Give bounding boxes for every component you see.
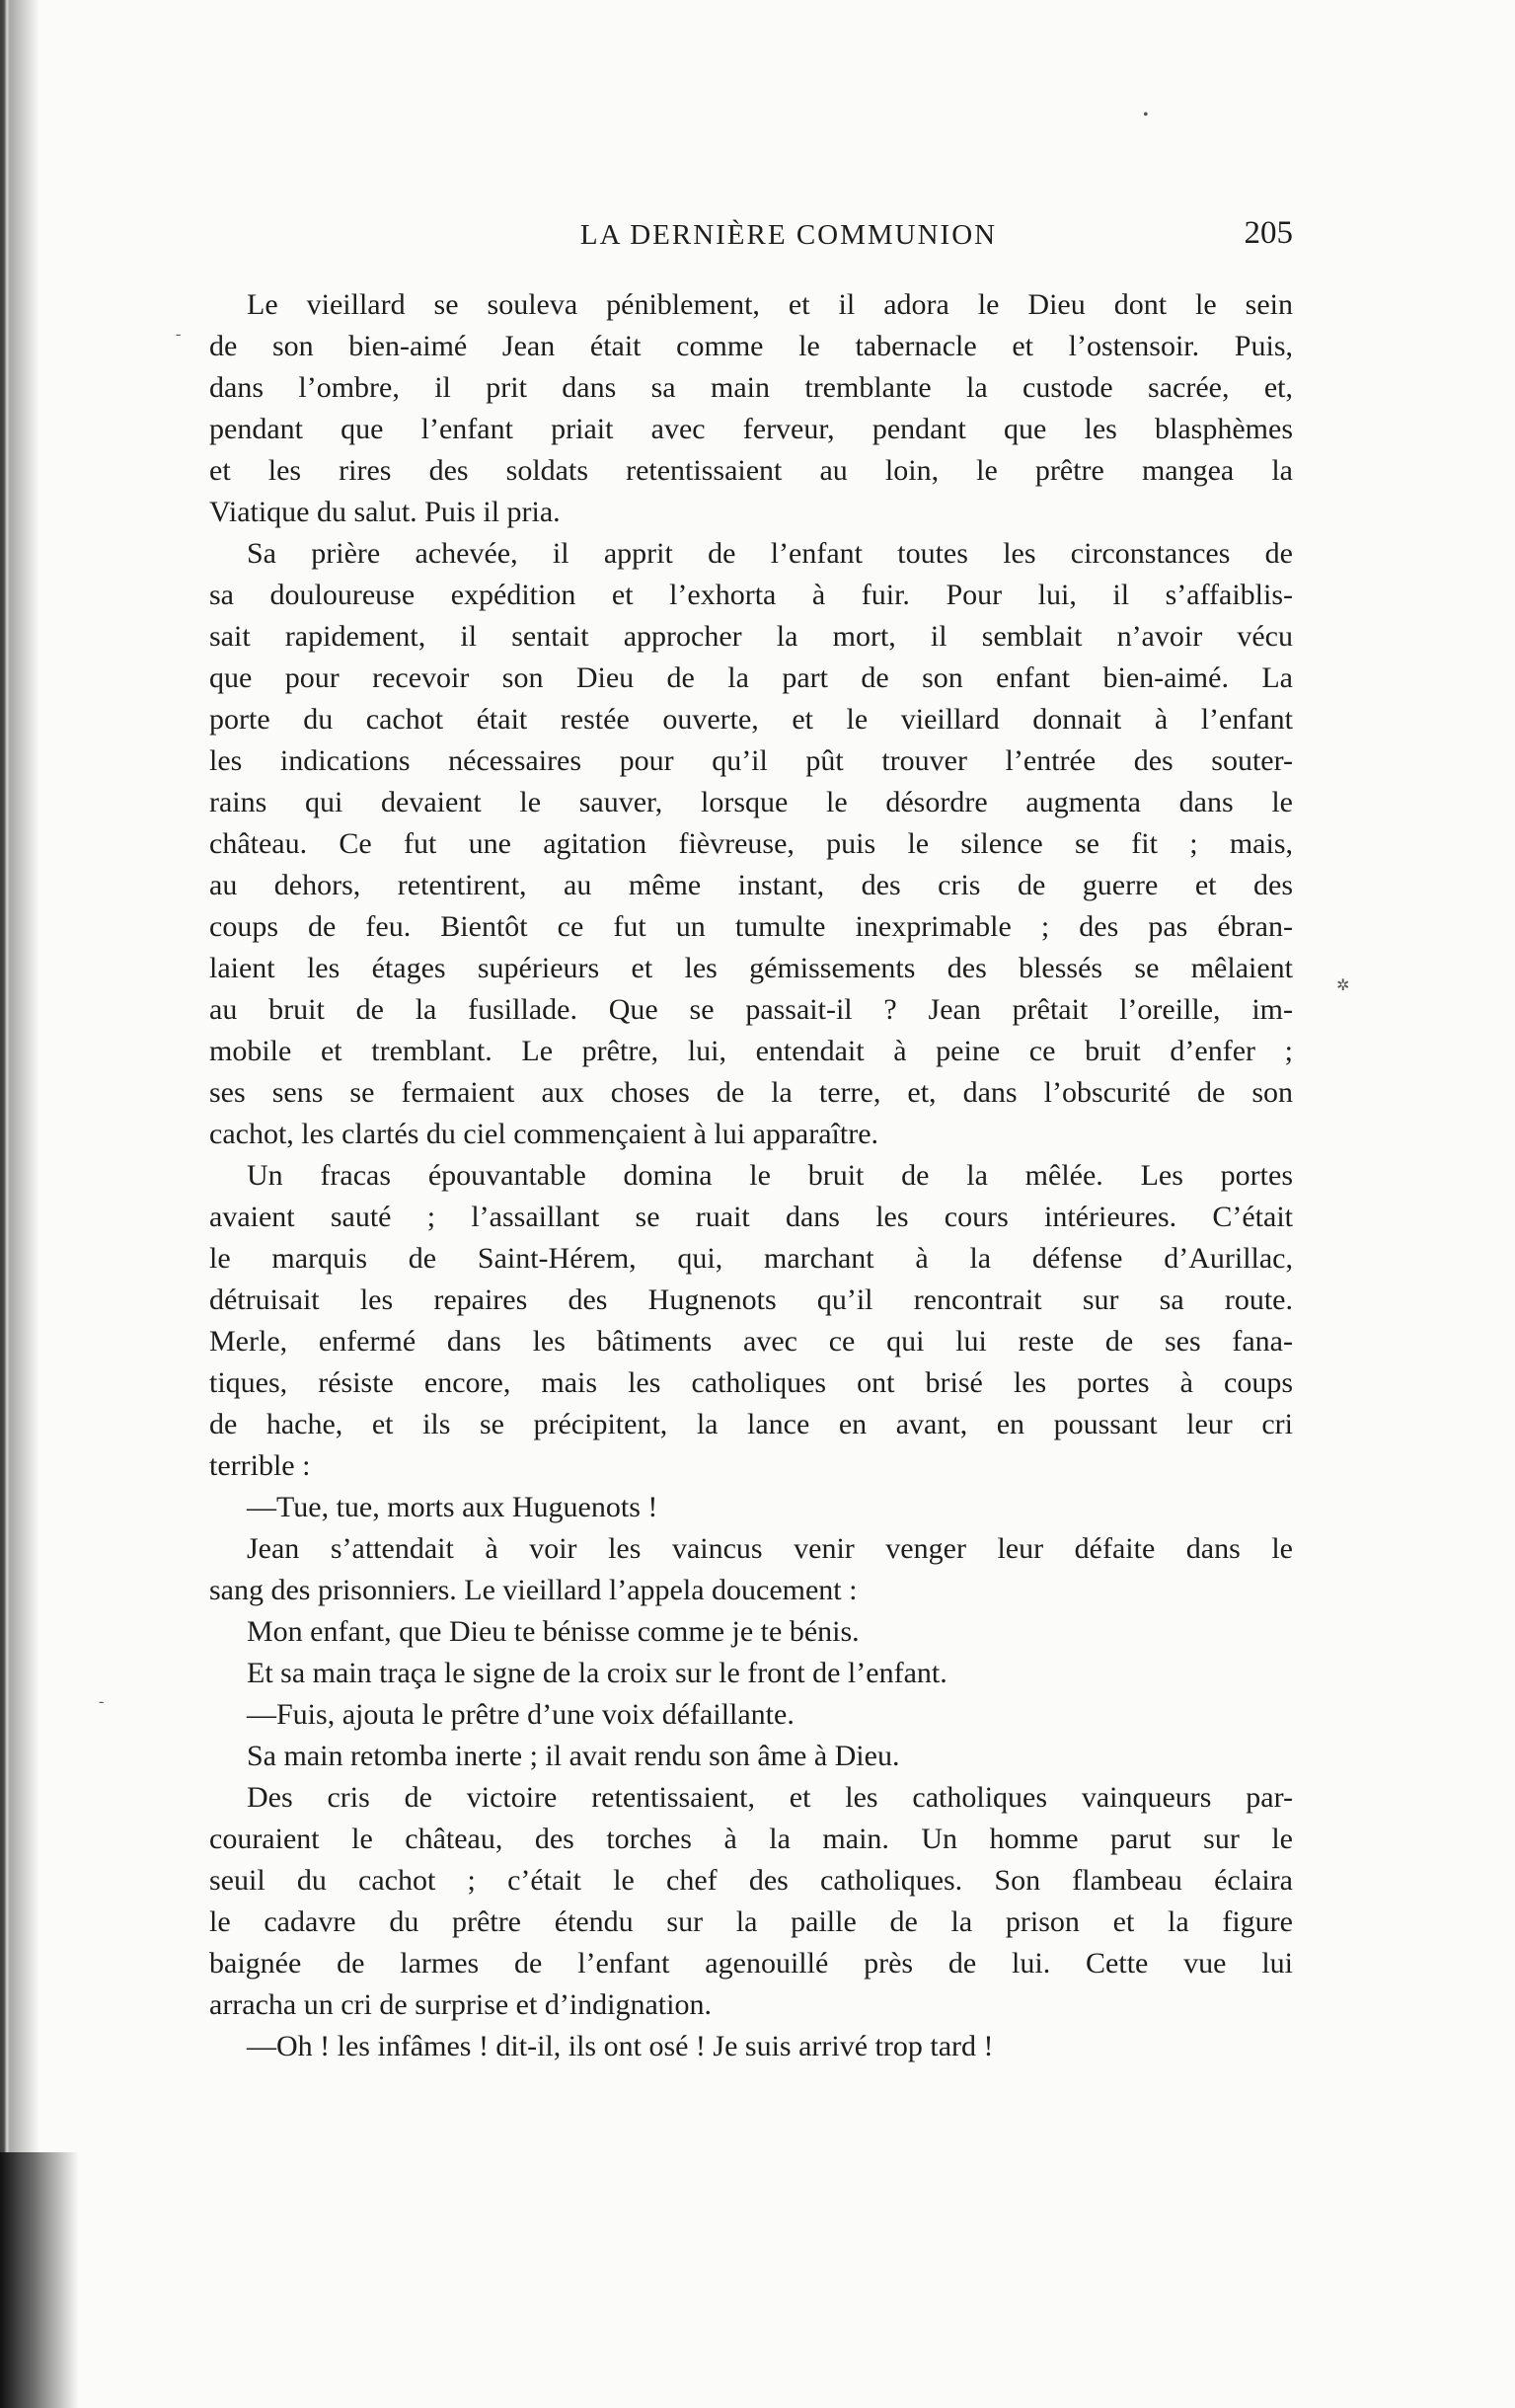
text-line: coups de feu. Bientôt ce fut un tumulte inexprimable ; des pas ébran- bbox=[209, 910, 1293, 943]
text-line: mobile et tremblant. Le prêtre, lui, entendait à peine ce bruit d’enfer ; bbox=[209, 1035, 1293, 1067]
text-line: sa douloureuse expédition et l’exhorta à fuir. Pour lui, il s’affaiblis- bbox=[209, 579, 1293, 611]
page-header bbox=[245, 215, 1293, 269]
book-binding-edge bbox=[0, 0, 59, 2408]
text-line: porte du cachot était restée ouverte, et le vieillard donnait à l’enfant bbox=[209, 703, 1293, 736]
text-line: dans l’ombre, il prit dans sa main tremblante la custode sacrée, et, bbox=[209, 371, 1293, 404]
text-line: sang des prisonniers. Le vieillard l’appela doucement : bbox=[209, 1574, 858, 1606]
text-line: —Fuis, ajouta le prêtre d’une voix défaillante. bbox=[247, 1698, 795, 1731]
text-line: laient les étages supérieurs et les gémissements des blessés se mêlaient bbox=[209, 952, 1293, 984]
text-line: de son bien-aimé Jean était comme le tabernacle et l’ostensoir. Puis, bbox=[209, 330, 1293, 362]
text-line: —Oh ! les infâmes ! dit-il, ils ont osé ! Je suis arrivé trop tard ! bbox=[247, 2030, 994, 2062]
text-line: Viatique du salut. Puis il pria. bbox=[209, 496, 561, 528]
text-line: Merle, enfermé dans les bâtiments avec ce qui lui reste de ses fana- bbox=[209, 1325, 1293, 1358]
stray-mark: ✲ bbox=[1336, 977, 1350, 994]
text-line: Et sa main traça le signe de la croix sur le front de l’enfant. bbox=[247, 1657, 947, 1689]
text-line: le marquis de Saint-Hérem, qui, marchant à la défense d’Aurillac, bbox=[209, 1242, 1293, 1275]
text-line: —Tue, tue, morts aux Huguenots ! bbox=[247, 1491, 658, 1523]
text-line: tiques, résiste encore, mais les catholiques ont brisé les portes à coups bbox=[209, 1366, 1293, 1399]
stray-mark: - bbox=[176, 326, 182, 343]
text-line: que pour recevoir son Dieu de la part de son enfant bien-aimé. La bbox=[209, 661, 1293, 694]
text-line: le cadavre du prêtre étendu sur la paille de la prison et la figure bbox=[209, 1905, 1293, 1938]
text-line: détruisait les repaires des Hugnenots qu’il rencontrait sur sa route. bbox=[209, 1283, 1293, 1316]
text-line: Sa main retomba inerte ; il avait rendu son âme à Dieu. bbox=[247, 1740, 900, 1772]
text-line: Sa prière achevée, il apprit de l’enfant toutes les circonstances de bbox=[247, 537, 1293, 570]
text-line: château. Ce fut une agitation fièvreuse, puis le silence se fit ; mais, bbox=[209, 827, 1293, 860]
text-line: arracha un cri de surprise et d’indignation. bbox=[209, 1988, 712, 2021]
text-line: Mon enfant, que Dieu te bénisse comme je te bénis. bbox=[247, 1615, 860, 1648]
text-line: cachot, les clartés du ciel commençaient à lui apparaître. bbox=[209, 1118, 879, 1150]
text-line: rains qui devaient le sauver, lorsque le désordre augmenta dans le bbox=[209, 786, 1293, 818]
text-line: au dehors, retentirent, au même instant, des cris de guerre et des bbox=[209, 869, 1293, 901]
text-line: les indications nécessaires pour qu’il pût trouver l’entrée des souter- bbox=[209, 744, 1293, 777]
text-line: et les rires des soldats retentissaient au loin, le prêtre mangea la bbox=[209, 454, 1293, 487]
binding-shadow bbox=[0, 2152, 79, 2408]
text-line: pendant que l’enfant priait avec ferveur, pendant que les blasphèmes bbox=[209, 413, 1293, 445]
text-line: baignée de larmes de l’enfant agenouillé près de lui. Cette vue lui bbox=[209, 1947, 1293, 1980]
text-line: ses sens se fermaient aux choses de la terre, et, dans l’obscurité de son bbox=[209, 1076, 1293, 1109]
stray-mark: • bbox=[1143, 107, 1149, 123]
text-line: avaient sauté ; l’assaillant se ruait dans les cours intérieures. C’était bbox=[209, 1201, 1293, 1233]
text-line: Le vieillard se souleva péniblement, et il adora le Dieu dont le sein bbox=[247, 288, 1293, 321]
running-title: LA DERNIÈRE COMMUNION bbox=[579, 219, 998, 251]
stray-mark: - bbox=[99, 1693, 105, 1710]
text-line: couraient le château, des torches à la main. Un homme parut sur le bbox=[209, 1823, 1293, 1855]
page-number: 205 bbox=[1244, 215, 1293, 251]
text-line: sait rapidement, il sentait approcher la mort, il semblait n’avoir vécu bbox=[209, 620, 1293, 653]
text-line: seuil du cachot ; c’était le chef des catholiques. Son flambeau éclaira bbox=[209, 1864, 1293, 1897]
text-line: Des cris de victoire retentissaient, et les catholiques vainqueurs par- bbox=[247, 1781, 1293, 1814]
body-text bbox=[209, 284, 1293, 2067]
text-line: au bruit de la fusillade. Que se passait-il ? Jean prêtait l’oreille, im- bbox=[209, 993, 1293, 1026]
text-line: Jean s’attendait à voir les vaincus venir venger leur défaite dans le bbox=[247, 1532, 1293, 1565]
text-line: Un fracas épouvantable domina le bruit de la mêlée. Les portes bbox=[247, 1159, 1293, 1192]
text-line: de hache, et ils se précipitent, la lance en avant, en poussant leur cri bbox=[209, 1408, 1293, 1440]
text-line: terrible : bbox=[209, 1449, 311, 1482]
